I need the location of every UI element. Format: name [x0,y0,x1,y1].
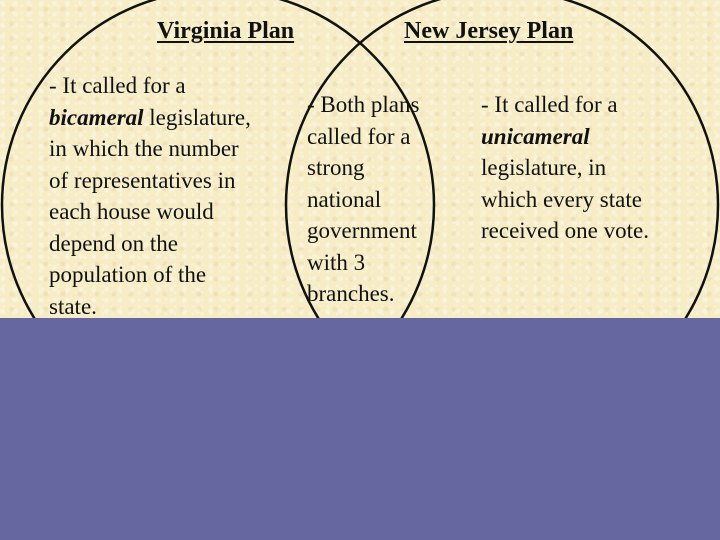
virginia-plan-description [49,70,251,318]
text-line: in which the number [49,136,239,161]
new-jersey-plan-description [481,89,649,247]
text-line: which every state [481,186,642,212]
text-line: population of the [49,262,207,287]
text-fragment: legislature, [143,104,251,130]
text-line: - It called for a [481,92,618,117]
text-line: - Both plans [307,92,420,117]
text-line: called for a [307,123,411,149]
text-line: received one vote. [481,218,649,243]
text-line: of representatives in [49,167,236,193]
emphasis-bicameral: bicameral [49,104,144,130]
text-line: state. [49,293,97,318]
text-line: depend on the [49,230,179,256]
emphasis-unicameral: unicameral [481,123,590,149]
virginia-plan-title: Virginia Plan [157,18,295,44]
text-line [481,121,649,153]
text-line: strong [307,155,365,180]
text-line [49,102,251,134]
text-line: each house would [49,199,214,224]
text-line: branches. [307,281,395,306]
text-line: legislature, in [481,155,607,180]
new-jersey-plan-title: New Jersey Plan [404,18,574,44]
text-line: national [307,186,382,212]
text-line: - It called for a [49,73,186,98]
text-line: government [307,218,417,243]
text-line: with 3 [307,249,366,275]
shared-features-description [307,89,419,310]
bottom-panel [0,318,720,540]
